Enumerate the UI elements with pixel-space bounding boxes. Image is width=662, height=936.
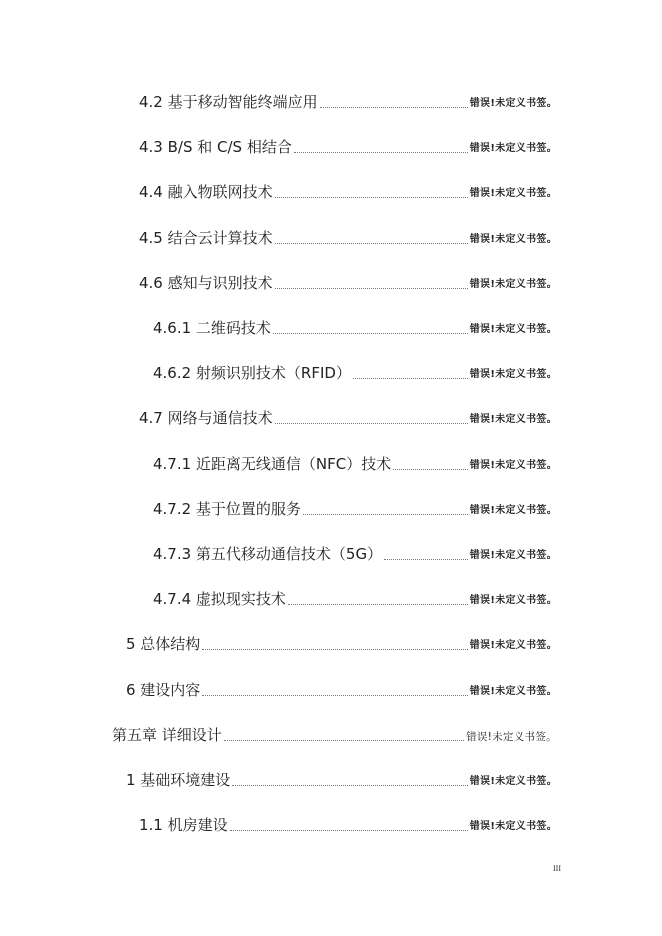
toc-entry-page: 错误!未定义书签。 [469,324,557,335]
toc-entry-title: 4.4 融入物联网技术 [139,183,273,201]
toc-entry-chapter[interactable] [0,721,557,745]
dot-leader [288,598,468,605]
dot-leader [393,463,467,470]
dot-leader [232,779,467,786]
dot-leader [275,282,468,289]
toc-entry-title: 4.6.2 射频识别技术（RFID） [153,364,351,382]
toc-entry-page: 错误!未定义书签。 [466,731,557,743]
toc-entry[interactable] [0,450,557,474]
dot-leader [320,101,468,108]
toc-entry[interactable] [0,495,557,519]
toc-entry-title: 4.7.4 虚拟现实技术 [153,590,286,608]
toc-entry-page: 错误!未定义书签。 [469,505,557,516]
toc-entry[interactable] [0,359,557,383]
toc-entry-title: 1 基础环境建设 [126,771,231,789]
dot-leader [224,734,464,741]
toc-entry[interactable] [0,224,557,248]
toc-entry[interactable] [0,540,557,564]
toc-entry-title: 6 建设内容 [126,681,201,699]
toc-entry-page: 错误!未定义书签。 [469,188,557,199]
toc-entry-page: 错误!未定义书签。 [469,414,557,425]
toc-entry-page: 错误!未定义书签。 [469,595,557,606]
dot-leader [202,689,467,696]
toc-entry-title: 4.6 感知与识别技术 [139,274,273,292]
toc-entry-page: 错误!未定义书签。 [469,460,557,471]
toc-entry-page: 错误!未定义书签。 [469,98,557,109]
toc-entry[interactable] [0,811,557,835]
toc-entry-page: 错误!未定义书签。 [469,369,557,380]
toc-entry-page: 错误!未定义书签。 [469,821,557,832]
toc-entry[interactable] [0,269,557,293]
dot-leader [202,643,467,650]
toc-entry[interactable] [0,585,557,609]
toc-entry-page: 错误!未定义书签。 [469,234,557,245]
toc-entry[interactable] [0,133,557,157]
dot-leader [275,417,468,424]
toc-entry[interactable] [0,630,557,654]
toc-entry[interactable] [0,676,557,700]
toc-entry-page: 错误!未定义书签。 [469,776,557,787]
dot-leader [384,553,468,560]
toc-entry-page: 错误!未定义书签。 [469,279,557,290]
toc-entry-title: 4.7.2 基于位置的服务 [153,500,301,518]
toc-entry-title: 第五章 详细设计 [112,726,222,744]
toc-entry-title: 4.7.1 近距离无线通信（NFC）技术 [153,455,392,473]
toc-entry-title: 4.2 基于移动智能终端应用 [139,93,318,111]
dot-leader [230,824,468,831]
dot-leader [353,372,468,379]
dot-leader [303,508,468,515]
toc-entry-page: 错误!未定义书签。 [469,640,557,651]
toc-entry[interactable] [0,404,557,428]
toc-entry-title: 4.5 结合云计算技术 [139,229,273,247]
toc-entry-title: 4.7 网络与通信技术 [139,409,273,427]
toc-entry-page: 错误!未定义书签。 [469,686,557,697]
toc-entry[interactable] [0,88,557,112]
dot-leader [273,327,468,334]
toc-entry-page: 错误!未定义书签。 [469,550,557,561]
dot-leader [294,146,468,153]
dot-leader [275,191,468,198]
toc-entry-title: 4.7.3 第五代移动通信技术（5G） [153,545,383,563]
toc-entry-title: 1.1 机房建设 [139,816,228,834]
toc-entry[interactable] [0,178,557,202]
toc-entry-title: 5 总体结构 [126,635,201,653]
toc-entry[interactable] [0,766,557,790]
toc-entry-title: 4.3 B/S 和 C/S 相结合 [139,138,292,156]
page-number: III [553,864,561,873]
toc-entry-page: 错误!未定义书签。 [469,143,557,154]
toc-entry-title: 4.6.1 二维码技术 [153,319,271,337]
dot-leader [275,237,468,244]
toc-entry[interactable] [0,314,557,338]
